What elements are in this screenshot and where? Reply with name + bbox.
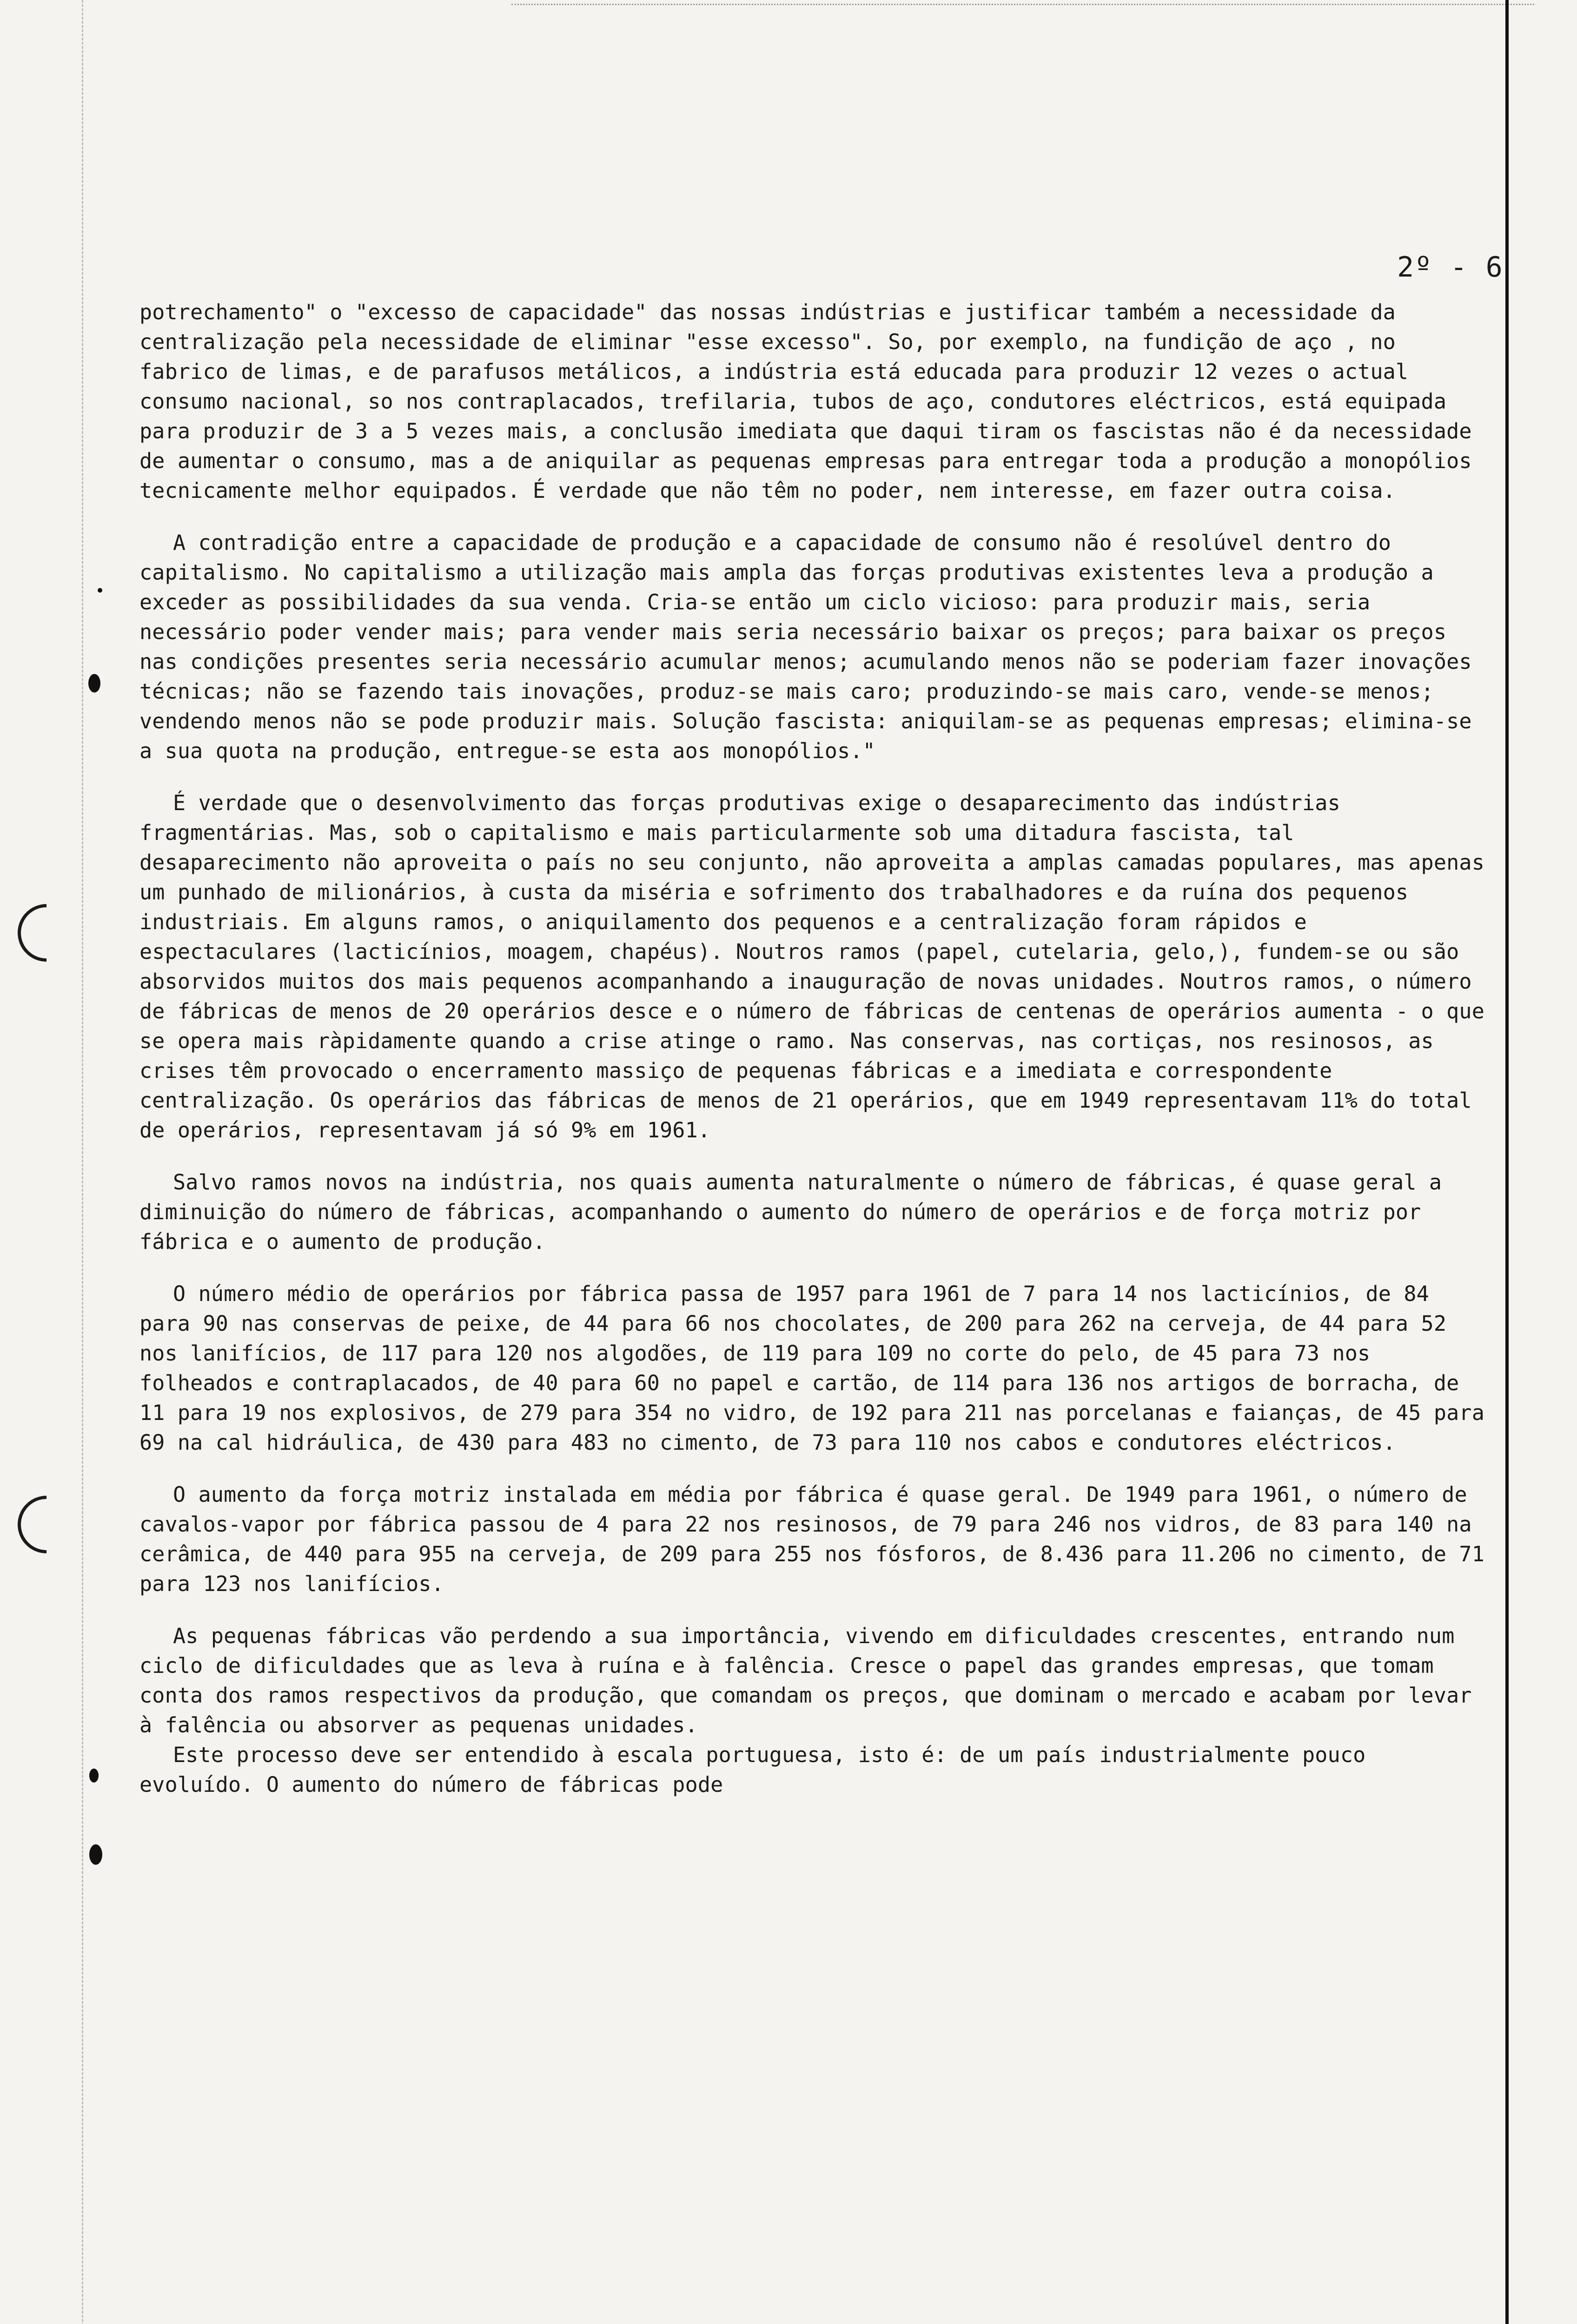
margin-dot [89, 1769, 99, 1783]
top-edge-scan-line [511, 4, 1534, 5]
paragraph: A contradição entre a capacidade de produção e a capacidade de consumo não é resolúvel dentro do capitalismo. No capitalismo a utilização mais ampla das forças produtivas existentes leva a produção a exceder as possibilidades da sua venda. Cria-se então um ciclo vicioso: para produzir mais, seria necessário poder vender mais; para vender mais seria necessário baixar os preços; para baixar os preços nas condições presentes seria necessário acumular menos; acumulando menos não se poderiam fazer inovações técnicas; não se fazendo tais inovações, produz-se mais caro; produzindo-se mais caro, vende-se menos; vendendo menos não se pode produzir mais. Solução fascista: aniquilam-se as pequenas empresas; elimina-se a sua quota na produção, entregue-se esta aos monopólios." [139, 530, 1484, 763]
margin-dot [89, 1844, 102, 1865]
paragraph: O número médio de operários por fábrica passa de 1957 para 1961 de 7 para 14 nos lacticínios, de 84 para 90 nas conservas de peixe, de 44 para 66 nos chocolates, de 200 para 262 na cerveja, de 44 para 52 nos lanifícios, de 117 para 120 nos algodões, de 119 para 109 no corte do pelo, de 45 para 73 nos folheados e contraplacados, de 40 para 60 no papel e cartão, de 114 para 136 nos artigos de borracha, de 11 para 19 nos explosivos, de 279 para 354 no vidro, de 192 para 211 nas porcelanas e faianças, de 45 para 69 na cal hidráulica, de 430 para 483 no cimento, de 73 para 110 nos cabos e condutores eléctricos. [139, 1281, 1497, 1455]
left-edge-scan-line [82, 0, 83, 2324]
paragraph: potrechamento" o "excesso de capacidade" das nossas indústrias e justificar também a necessidade da centralização pela necessidade de eliminar "esse excesso". So, por exemplo, na fundição de aço , no fabrico de limas, e de parafusos metálicos, a indústria está educada para produzir 12 vezes o actual consumo nacional, so nos contraplacados, trefilaria, tubos de aço, condutores eléctricos, está equipada para produzir de 3 a 5 vezes mais, a conclusão imediata que daqui tiram os fascistas não é da necessidade de aumentar o consumo, mas a de aniquilar as pequenas empresas para entregar toda a produção a monopólios tecnicamente melhor equipados. É verdade que não têm no poder, nem interesse, em fazer outra coisa. [139, 300, 1484, 503]
paragraph: O aumento da força motriz instalada em média por fábrica é quase geral. De 1949 para 1961, o número de cavalos-vapor por fábrica passou de 4 para 22 nos resinosos, de 79 para 246 nos vidros, de 83 para 140 na cerâmica, de 440 para 955 na cerveja, de 209 para 255 nos fósforos, de 8.436 para 11.206 no cimento, de 71 para 123 nos lanifícios. [139, 1482, 1497, 1596]
document-body [139, 297, 1497, 1800]
binder-hole-mark-bottom [6, 1484, 87, 1565]
margin-dot [88, 674, 100, 693]
paragraph: As pequenas fábricas vão perdendo a sua importância, vivendo em dificuldades crescentes, entrando num ciclo de dificuldades que as leva à ruína e à falência. Cresce o papel das grandes empresas, que tomam conta dos ramos respectivos da produção, que comandam os preços, que dominam o mercado e acabam por levar à falência ou absorver as pequenas unidades. [139, 1624, 1484, 1737]
page-number: 2º - 6 [1397, 251, 1504, 284]
paragraph: Salvo ramos novos na indústria, nos quais aumenta naturalmente o número de fábricas, é quase geral a diminuição do número de fábricas, acompanhando o aumento do número de operários e de força motriz por fábrica e o aumento de produção. [139, 1170, 1455, 1254]
margin-dot [98, 588, 102, 593]
binder-hole-mark-top [6, 892, 87, 973]
paragraph: É verdade que o desenvolvimento das forças produtivas exige o desaparecimento das indústrias fragmentárias. Mas, sob o capitalismo e mais particularmente sob uma ditadura fascista, tal desaparecimento não aproveita o país no seu conjunto, não aproveita a amplas camadas populares, mas apenas um punhado de milionários, à custa da miséria e sofrimento dos trabalhadores e da ruína dos pequenos industriais. Em alguns ramos, o aniquilamento dos pequenos e a centralização foram rápidos e espectaculares (lacticínios, moagem, chapéus). Noutros ramos (papel, cutelaria, gelo,), fundem-se ou são absorvidos muitos dos mais pequenos acompanhando a inauguração de novas unidades. Noutros ramos, o número de fábricas de menos de 20 operários desce e o número de fábricas de centenas de operários aumenta - o que se opera mais ràpidamente quando a crise atinge o ramo. Nas conservas, nas cortiças, nos resinosos, as crises têm provocado o encerramento massiço de pequenas fábricas e a imediata e correspondente centralização. Os operários das fábricas de menos de 21 operários, que em 1949 representavam 11% do total de operários, representavam já só 9% em 1961. [139, 791, 1497, 1142]
right-edge-scan-line [1505, 0, 1509, 2324]
paragraph: Este processo deve ser entendido à escala portuguesa, isto é: de um país industrialmente pouco evoluído. O aumento do número de fábricas pode [139, 1743, 1378, 1797]
